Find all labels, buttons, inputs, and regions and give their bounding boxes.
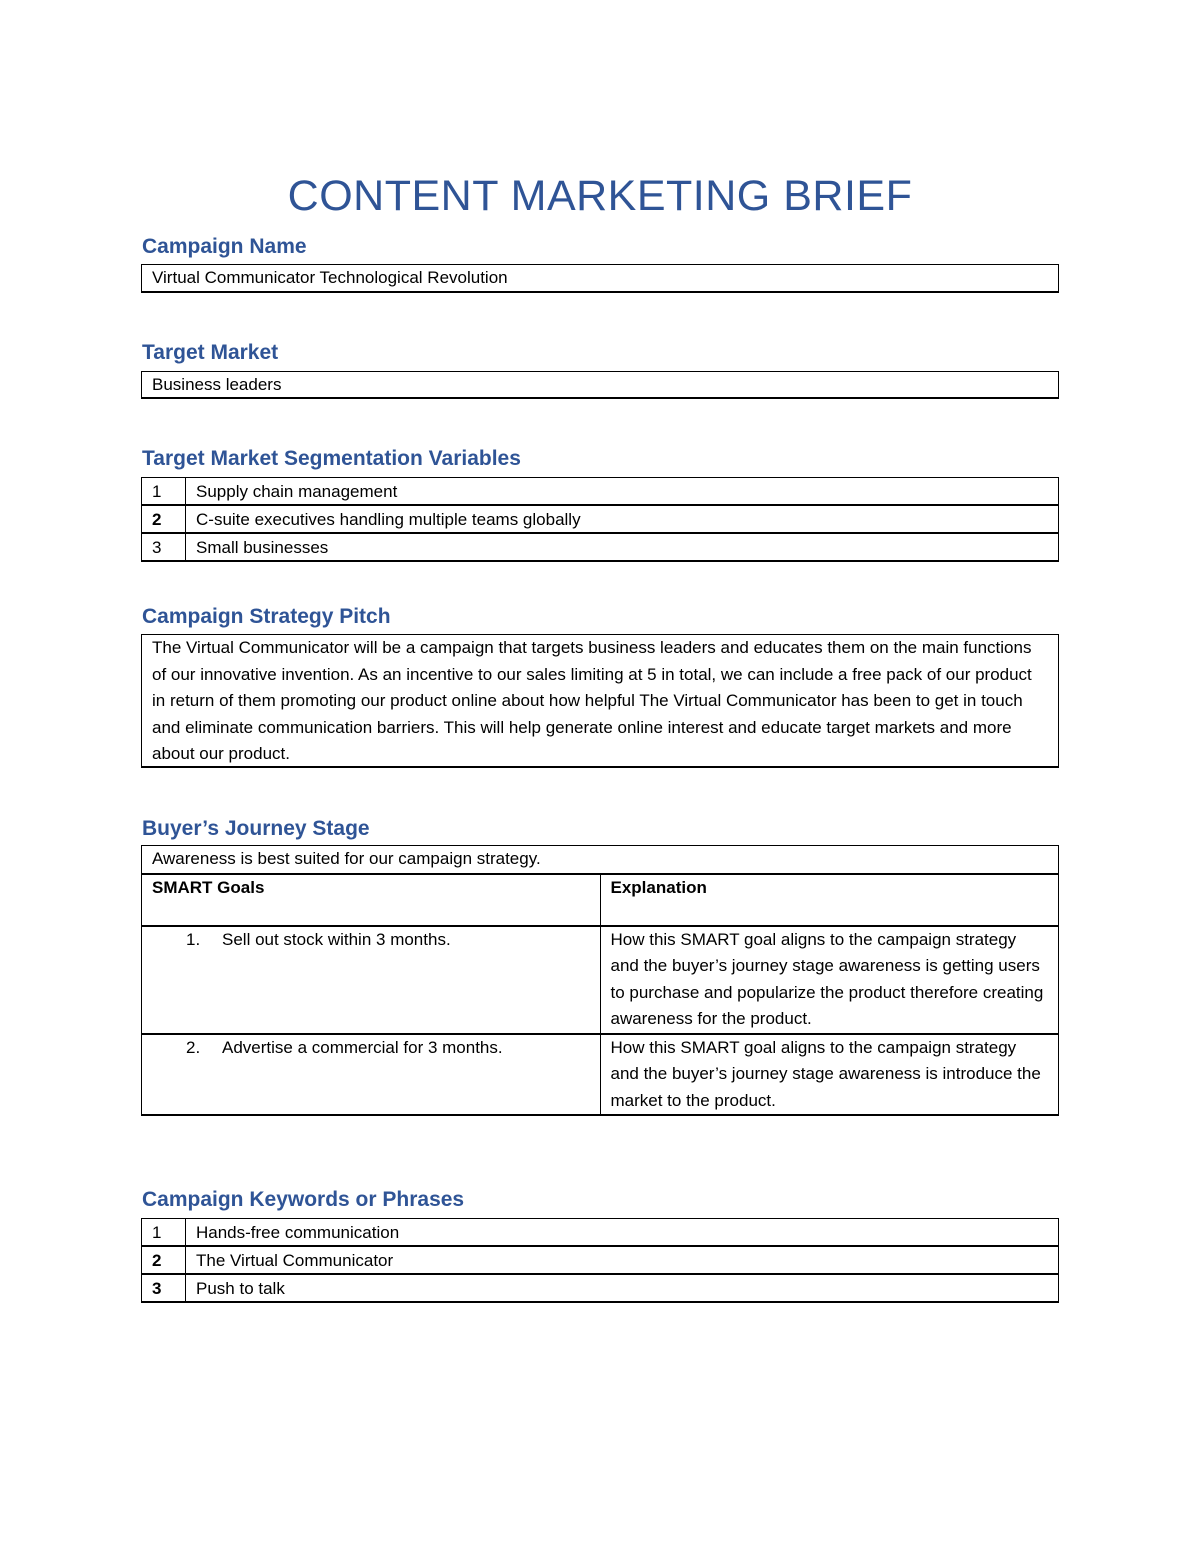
list-item — [152, 1035, 590, 1062]
goal-text: Advertise a commercial for 3 months. — [222, 1037, 503, 1057]
journey-stage-text: Awareness is best suited for our campaign strategy. — [142, 846, 1059, 874]
table-row — [142, 1219, 1059, 1247]
target-market-heading: Target Market — [142, 341, 279, 364]
smart-goals-header: SMART Goals — [142, 874, 601, 926]
row-number: 1 — [142, 1219, 186, 1247]
row-text: Supply chain management — [186, 478, 1059, 506]
campaign-name-value: Virtual Communicator Technological Revolution — [152, 268, 508, 287]
row-number: 1 — [142, 478, 186, 506]
table-row — [142, 926, 1059, 1034]
goal-explanation: How this SMART goal aligns to the campaign strategy and the buyer’s journey stage awareness is introduce the market to the product. — [600, 1034, 1059, 1116]
row-text: Hands-free communication — [186, 1219, 1059, 1247]
target-market-value: Business leaders — [152, 375, 282, 394]
table-header-row — [142, 874, 1059, 926]
row-number: 2 — [142, 1246, 186, 1274]
goal-number: 1. — [186, 929, 201, 949]
goal-number: 2. — [186, 1037, 201, 1057]
goal-text: Sell out stock within 3 months. — [222, 929, 451, 949]
campaign-name-box — [141, 264, 1059, 293]
strategy-pitch-box — [141, 634, 1059, 768]
keywords-table — [141, 1218, 1059, 1303]
segmentation-table — [141, 477, 1059, 562]
list-item — [152, 927, 590, 954]
goal-cell — [142, 926, 601, 1034]
page-title: CONTENT MARKETING BRIEF — [287, 172, 913, 220]
strategy-pitch-text: The Virtual Communicator will be a campaign that targets business leaders and educates them on the main functions of our innovative invention. As an incentive to our sales limiting at 5 in total, we can include a free pack of our product in return of them promoting our product online about how helpful The Virtual Communicator has been to get in touch and eliminate communication barriers. This will help generate online interest and educate target markets and more about our product. — [152, 638, 1032, 763]
row-number: 3 — [142, 1274, 186, 1302]
explanation-header: Explanation — [600, 874, 1059, 926]
row-text: Push to talk — [186, 1274, 1059, 1302]
buyers-journey-table — [141, 845, 1059, 1116]
goal-cell — [142, 1034, 601, 1116]
row-number: 3 — [142, 533, 186, 561]
table-row — [142, 1034, 1059, 1116]
row-text: C-suite executives handling multiple teams globally — [186, 505, 1059, 533]
row-number: 2 — [142, 505, 186, 533]
target-market-box — [141, 371, 1059, 399]
goal-explanation: How this SMART goal aligns to the campaign strategy and the buyer’s journey stage awareness is getting users to purchase and popularize the product therefore creating awareness for the product. — [600, 926, 1059, 1034]
row-text: The Virtual Communicator — [186, 1246, 1059, 1274]
table-row — [142, 1274, 1059, 1302]
segmentation-heading: Target Market Segmentation Variables — [142, 447, 521, 470]
strategy-pitch-heading: Campaign Strategy Pitch — [142, 605, 391, 628]
campaign-name-heading: Campaign Name — [142, 235, 307, 258]
table-row — [142, 478, 1059, 506]
table-row — [142, 846, 1059, 874]
table-row — [142, 505, 1059, 533]
table-row — [142, 533, 1059, 561]
buyers-journey-heading: Buyer’s Journey Stage — [142, 817, 370, 840]
table-row — [142, 1246, 1059, 1274]
keywords-heading: Campaign Keywords or Phrases — [142, 1188, 465, 1211]
row-text: Small businesses — [186, 533, 1059, 561]
